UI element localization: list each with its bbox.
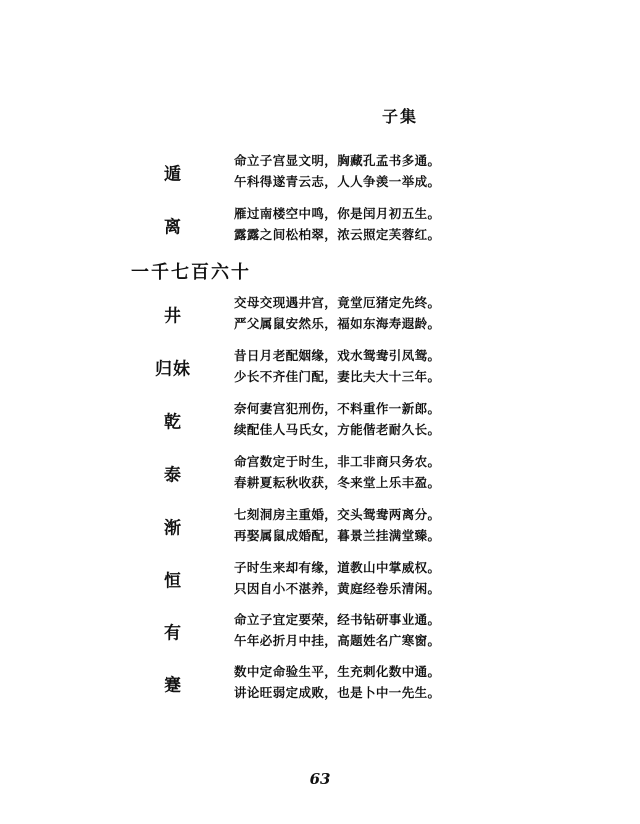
verse-block	[234, 203, 440, 245]
verse-line: 数中定命验生平，生充刺化数中通。	[234, 664, 441, 679]
hexagram-name: 离	[164, 217, 182, 238]
running-header: 子集	[382, 107, 419, 126]
verse-entry	[0, 398, 640, 442]
verse-line: 命宫数定于时生，非工非商只务农。	[234, 454, 441, 469]
verse-line: 子时生来却有缘，道教山中掌威权。	[234, 560, 441, 575]
verse-line: 奈何妻宫犯刑伤，不料重作一新郎。	[234, 401, 441, 416]
hexagram-name: 渐	[164, 518, 182, 539]
verse-line: 命立子宜定要荣，经书钻研事业通。	[234, 612, 441, 627]
verse-entry	[0, 451, 640, 495]
hexagram-name: 蹇	[164, 675, 182, 696]
verse-line: 讲论旺弱定成败，也是卜中一先生。	[234, 685, 441, 700]
verse-entry	[0, 345, 640, 389]
verse-line: 续配佳人马氏女，方能偕老耐久长。	[234, 422, 441, 437]
verse-block	[234, 398, 440, 440]
verse-line: 昔日月老配姻缘，戏水鸳鸯引凤鸳。	[234, 348, 441, 363]
verse-block	[234, 345, 440, 387]
verse-line: 严父属鼠安然乐，福如东海寿遐龄。	[234, 316, 441, 331]
verse-line: 雁过南楼空中鸣，你是闰月初五生。	[234, 206, 441, 221]
verse-entry	[0, 292, 640, 336]
verse-line: 午科得遂青云志，人人争羡一举成。	[234, 174, 441, 189]
verse-line: 少长不齐佳门配，妻比夫大十三年。	[234, 369, 441, 384]
hexagram-name: 遁	[164, 164, 182, 185]
verse-line: 春耕夏耘秋收获，冬来堂上乐丰盈。	[234, 475, 441, 490]
hexagram-name: 恒	[164, 571, 182, 592]
verse-block	[234, 609, 440, 651]
verse-line: 只因自小不湛养，黄庭经卷乐清闲。	[234, 581, 441, 596]
verse-block	[234, 451, 440, 493]
verse-block	[234, 292, 440, 334]
verse-line: 午年必折月中挂，高题姓名广寒窗。	[234, 633, 441, 648]
verse-entry	[0, 150, 640, 194]
verse-entry	[0, 557, 640, 601]
section-heading: 一千七百六十	[131, 262, 251, 283]
verse-block	[234, 504, 440, 546]
verse-line: 再娶属鼠成婚配，暮景兰挂满堂臻。	[234, 528, 441, 543]
verse-entry	[0, 504, 640, 548]
page-number: 63	[309, 770, 331, 788]
hexagram-name: 有	[164, 623, 182, 644]
verse-line: 命立子宫显文明，胸藏孔孟书多通。	[234, 153, 441, 168]
hexagram-name: 井	[164, 306, 182, 327]
hexagram-name: 归妹	[155, 359, 191, 380]
verse-block	[234, 661, 440, 703]
verse-block	[234, 150, 440, 192]
verse-line: 交母交现遇井宫，竟堂厄猪定先终。	[234, 295, 441, 310]
verse-entry	[0, 203, 640, 247]
verse-block	[234, 557, 440, 599]
verse-entry	[0, 609, 640, 653]
hexagram-name: 泰	[164, 465, 182, 486]
verse-line: 露露之间松柏翠，浓云照定芙蓉红。	[234, 227, 441, 242]
hexagram-name: 乾	[164, 412, 182, 433]
verse-line: 七刻洞房主重婚，交头鸳鸯两离分。	[234, 507, 441, 522]
verse-entry	[0, 661, 640, 705]
